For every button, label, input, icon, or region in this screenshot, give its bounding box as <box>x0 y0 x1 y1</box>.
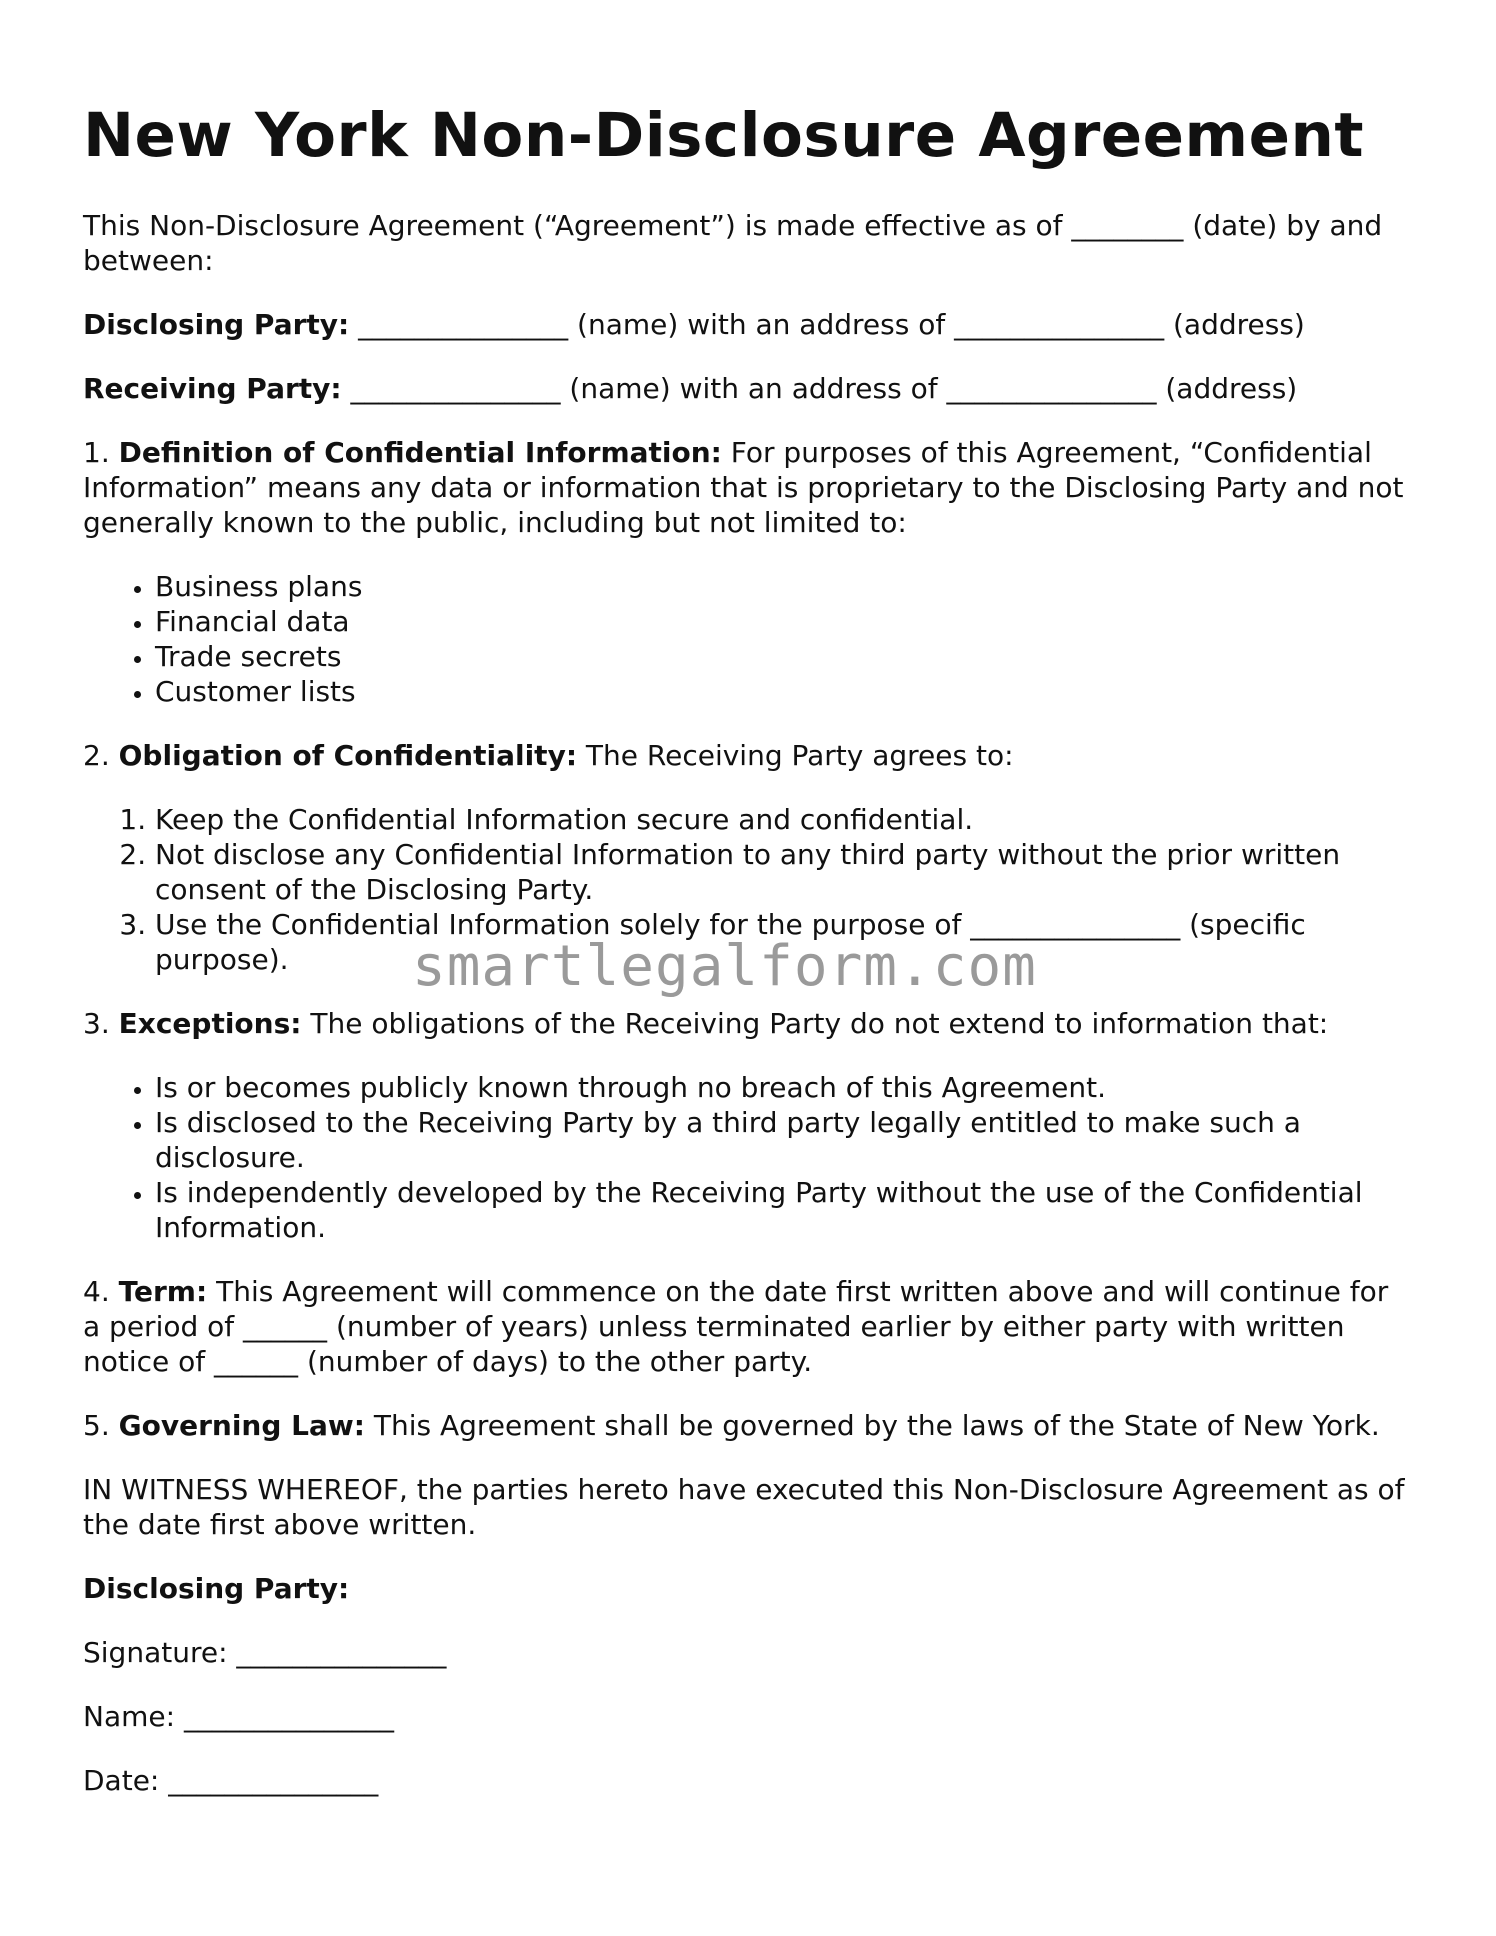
confidential-info-list <box>83 569 1413 709</box>
section-1-number: 1. <box>83 436 110 469</box>
name-line: Name: _______________ <box>83 1700 394 1733</box>
list-item: 3. Use the Confidential Information solely for the purpose of _______________ (specific purpose). <box>155 907 1413 977</box>
section-4-text: This Agreement will commence on the date first written above and will continue for a period of ______ (number of years) unless terminated earlier by either party with written notice of ______ (number of days) to the other party. <box>83 1275 1389 1378</box>
section-4 <box>83 1274 1413 1379</box>
section-3-number: 3. <box>83 1007 110 1040</box>
section-5-number: 5. <box>83 1409 110 1442</box>
section-4-heading: Term: <box>118 1275 208 1308</box>
section-5 <box>83 1408 1413 1443</box>
signature-line: Signature: _______________ <box>83 1636 447 1669</box>
disclosing-party-fields: _______________ (name) with an address of _______________ (address) <box>349 308 1305 341</box>
list-item: • Is or becomes publicly known through no breach of this Agreement. <box>155 1070 1413 1105</box>
list-item: 1. Keep the Confidential Information secure and confidential. <box>155 802 1413 837</box>
disclosing-party-line <box>83 307 1413 342</box>
receiving-party-label: Receiving Party: <box>83 372 342 405</box>
list-item: • Business plans <box>155 569 1413 604</box>
signature-heading-label: Disclosing Party: <box>83 1572 350 1605</box>
section-1-text: For purposes of this Agreement, “Confidential Information” means any data or information that is proprietary to the Disclosing Party and not generally known to the public, including but not limited to: <box>83 436 1404 539</box>
witness-paragraph: IN WITNESS WHEREOF, the parties hereto have executed this Non-Disclosure Agreement as of the date first above written. <box>83 1473 1405 1541</box>
section-1-heading: Definition of Confidential Information: <box>118 436 722 469</box>
list-item: • Is independently developed by the Receiving Party without the use of the Confidential Information. <box>155 1175 1413 1245</box>
section-5-heading: Governing Law: <box>118 1409 365 1442</box>
list-item: • Trade secrets <box>155 639 1413 674</box>
list-item: • Customer lists <box>155 674 1413 709</box>
section-1 <box>83 435 1413 540</box>
section-2-text: The Receiving Party agrees to: <box>577 739 1014 772</box>
date-line: Date: _______________ <box>83 1764 379 1797</box>
section-3-text: The obligations of the Receiving Party do not extend to information that: <box>301 1007 1329 1040</box>
section-3-heading: Exceptions: <box>118 1007 302 1040</box>
document-title: New York Non-Disclosure Agreement <box>83 100 1365 171</box>
intro-paragraph: This Non-Disclosure Agreement (“Agreement”) is made effective as of ________ (date) by and between: <box>83 209 1383 277</box>
receiving-party-line <box>83 371 1413 406</box>
list-item: • Financial data <box>155 604 1413 639</box>
list-item: 2. Not disclose any Confidential Information to any third party without the prior written consent of the Disclosing Party. <box>155 837 1413 907</box>
section-4-number: 4. <box>83 1275 110 1308</box>
exceptions-list <box>83 1070 1413 1245</box>
section-2-number: 2. <box>83 739 110 772</box>
list-item: • Is disclosed to the Receiving Party by a third party legally entitled to make such a disclosure. <box>155 1105 1413 1175</box>
receiving-party-fields: _______________ (name) with an address of _______________ (address) <box>341 372 1298 405</box>
signature-heading <box>83 1571 1413 1606</box>
watermark-text: smartlegalform.com <box>412 934 1037 999</box>
section-2-heading: Obligation of Confidentiality: <box>118 739 578 772</box>
section-2 <box>83 738 1413 773</box>
section-3 <box>83 1006 1413 1041</box>
section-5-text: This Agreement shall be governed by the laws of the State of New York. <box>364 1409 1380 1442</box>
disclosing-party-label: Disclosing Party: <box>83 308 350 341</box>
